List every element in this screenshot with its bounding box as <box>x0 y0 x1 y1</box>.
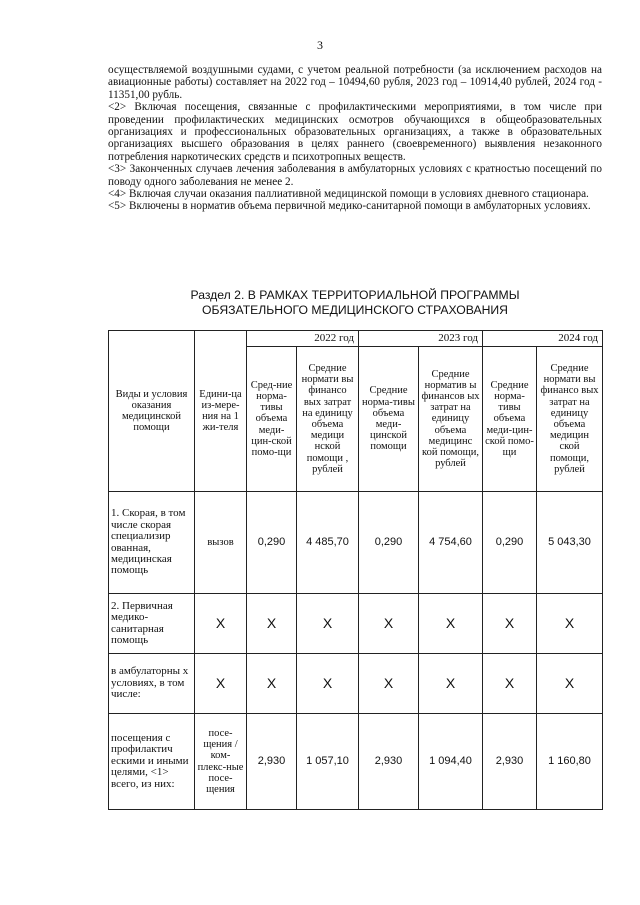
row-cell: X <box>419 594 483 654</box>
footnote-continuation: осуществляемой воздушными судами, с учетом реальной потребности (за исключением расходов на авиационные работы) составляет на 2022 год – 10494,60 рубля, 2023 год – 10914,40 рублей, 2024 год - 11351,00 рубль. <box>108 64 602 101</box>
row-cell: X <box>483 654 537 714</box>
table-row <box>109 654 603 714</box>
header-types-of-care: Виды и условия оказания медицинской помощи <box>109 331 195 492</box>
row-cell: X <box>359 654 419 714</box>
row-cell: X <box>247 594 297 654</box>
footnote-2: <2> Включая посещения, связанные с профилактическими мероприятиями, в том числе при проведении профилактических медицинских осмотров обучающихся в общеобразовательных организациях и профессиональных образовательных организациях, а также в образовательных организациях высшего образования в целях раннего (своевременного) выявления незаконного потребления наркотических средств и психотропных веществ. <box>108 101 602 163</box>
section-title <box>108 288 602 318</box>
section-title-line-1: Раздел 2. В РАМКАХ ТЕРРИТОРИАЛЬНОЙ ПРОГРАММЫ <box>190 288 520 302</box>
row-cell: 0,290 <box>247 492 297 594</box>
header-year-2024: 2024 год <box>483 331 603 347</box>
header-volume-2023: Средние норма-тивы объема меди-цинской помощи <box>359 347 419 492</box>
table-row <box>109 594 603 654</box>
row-cell: X <box>537 594 603 654</box>
row-cell: 2,930 <box>247 714 297 810</box>
row-cell: 2,930 <box>483 714 537 810</box>
header-year-2023: 2023 год <box>359 331 483 347</box>
header-finance-2023: Средние норматив ы финансов ых затрат на единицу объема медицинс кой помощи, рублей <box>419 347 483 492</box>
header-finance-2022: Средние нормати вы финансо вых затрат на единицу объема медици нской помощи , рублей <box>297 347 359 492</box>
row-unit: посе-щения / ком-плекс-ные посе-щения <box>195 714 247 810</box>
row-cell: X <box>297 594 359 654</box>
footnote-5: <5> Включены в норматив объема первичной медико-санитарной помощи в амбулаторных условиях. <box>108 200 591 213</box>
row-cell: 4 485,70 <box>297 492 359 594</box>
row-cell: X <box>359 594 419 654</box>
table-row <box>109 492 603 594</box>
row-cell: 0,290 <box>483 492 537 594</box>
row-unit: X <box>195 594 247 654</box>
table-header-row-years <box>109 331 603 347</box>
row-cell: 1 094,40 <box>419 714 483 810</box>
row-cell: 5 043,30 <box>537 492 603 594</box>
row-cell: 1 160,80 <box>537 714 603 810</box>
header-volume-2024: Средние норма-тивы объема меди-цин-ской помо-щи <box>483 347 537 492</box>
row-cell: X <box>247 654 297 714</box>
row-label: в амбулаторны х условиях, в том числе: <box>109 654 195 714</box>
table-row <box>109 714 603 810</box>
row-unit: X <box>195 654 247 714</box>
row-cell: 2,930 <box>359 714 419 810</box>
footnote-3: <3> Законченных случаев лечения заболевания в амбулаторных условиях с кратностью посещений по поводу одного заболевания не менее 2. <box>108 163 602 188</box>
row-cell: 4 754,60 <box>419 492 483 594</box>
section-title-line-2: ОБЯЗАТЕЛЬНОГО МЕДИЦИНСКОГО СТРАХОВАНИЯ <box>202 303 508 317</box>
footnote-4: <4> Включая случаи оказания паллиативной медицинской помощи в условиях дневного стационара. <box>108 188 589 201</box>
header-year-2022: 2022 год <box>247 331 359 347</box>
footnotes <box>108 64 602 213</box>
row-unit: вызов <box>195 492 247 594</box>
row-cell: X <box>537 654 603 714</box>
row-label: 1. Скорая, в том числе скорая специализир ованная, медицинская помощь <box>109 492 195 594</box>
row-cell: X <box>419 654 483 714</box>
header-unit: Едини-ца из-мере-ния на 1 жи-теля <box>195 331 247 492</box>
row-label: 2. Первичная медико-санитарная помощь <box>109 594 195 654</box>
page-number: 3 <box>317 38 323 52</box>
row-cell: X <box>297 654 359 714</box>
row-cell: 1 057,10 <box>297 714 359 810</box>
header-volume-2022: Сред-ние норма-тивы объема меди-цин-ской помо-щи <box>247 347 297 492</box>
norms-table <box>108 330 603 810</box>
row-cell: X <box>483 594 537 654</box>
header-finance-2024: Средние нормати вы финансо вых затрат на единицу объема медицин ской помощи, рублей <box>537 347 603 492</box>
row-cell: 0,290 <box>359 492 419 594</box>
row-label: посещения с профилактич ескими и иными целями, <1> всего, из них: <box>109 714 195 810</box>
